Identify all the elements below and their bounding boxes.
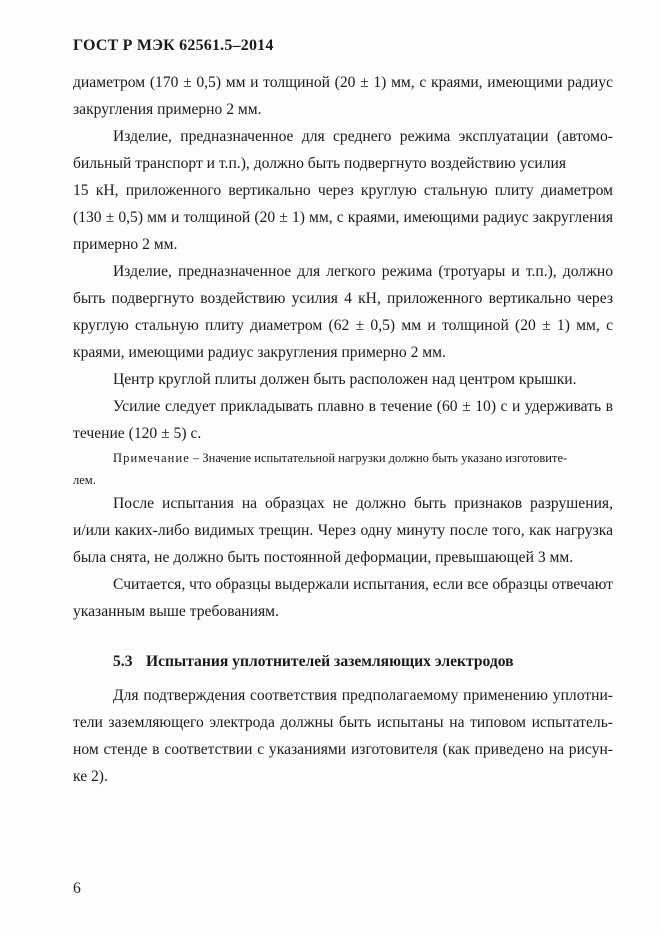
- text-line: указанным выше требованиям.: [73, 603, 279, 620]
- document-header: ГОСТ Р МЭК 62561.5–2014: [73, 37, 274, 54]
- text-line: диаметром (170 ± 0,5) мм и толщиной (20 ± 1) мм, с краями, имеющими радиус: [73, 74, 613, 91]
- text-line: Изделие, предназначенное для среднего режима эксплуатации (автомо-: [113, 128, 613, 145]
- text-line: Для подтверждения соответствия предполагаемому применению уплотни-: [113, 687, 613, 704]
- note-text: – Значение испытательной нагрузки должно быть указано изготовите-: [189, 451, 568, 465]
- text-line: 15 кН, приложенного вертикально через круглую стальную плиту диаметром: [73, 182, 613, 199]
- text-line: ном стенде в соответствии с указаниями изготовителя (как приведено на рисун-: [73, 741, 613, 758]
- text-line: После испытания на образцах не должно быть признаков разрушения,: [113, 495, 613, 512]
- text-line: быть подвергнуто воздействию усилия 4 кН, приложенного вертикально через: [73, 290, 613, 307]
- text-line: бильный транспорт и т.п.), должно быть подвергнуто воздействию усилия: [73, 155, 566, 172]
- text-line: Центр круглой плиты должен быть расположен над центром крышки.: [113, 371, 577, 388]
- note-label: Примечание: [113, 451, 190, 465]
- section-number: 5.3: [113, 653, 133, 670]
- text-line: круглую стальную плиту диаметром (62 ± 0,5) мм и толщиной (20 ± 1) мм, с: [73, 317, 613, 334]
- text-line: Изделие, предназначенное для легкого режима (тротуары и т.п.), должно: [113, 263, 613, 280]
- note-continuation: лем.: [73, 473, 96, 487]
- text-line: примерно 2 мм.: [73, 236, 178, 253]
- text-line: закругления примерно 2 мм.: [73, 101, 262, 118]
- text-line: и/или каких-либо видимых трещин. Через одну минуту после того, как нагрузка: [73, 522, 613, 539]
- text-line: Усилие следует прикладывать плавно в течение (60 ± 10) с и удерживать в: [113, 398, 613, 415]
- text-line: Считается, что образцы выдержали испытания, если все образцы отвечают: [113, 576, 613, 593]
- text-line: ке 2).: [73, 768, 108, 785]
- page-number: 6: [73, 880, 81, 897]
- note: [113, 450, 567, 466]
- text-line: течение (120 ± 5) с.: [73, 425, 202, 442]
- section-heading: [113, 653, 514, 671]
- text-line: краями, имеющими радиус закругления примерно 2 мм.: [73, 344, 446, 361]
- text-line: тели заземляющего электрода должны быть испытаны на типовом испытатель-: [73, 714, 613, 731]
- text-line: (130 ± 0,5) мм и толщиной (20 ± 1) мм, с краями, имеющими радиус закругления: [73, 209, 613, 226]
- section-title: Испытания уплотнителей заземляющих электродов: [146, 653, 514, 670]
- text-line: была снята, не должно быть постоянной деформации, превышающей 3 мм.: [73, 549, 574, 566]
